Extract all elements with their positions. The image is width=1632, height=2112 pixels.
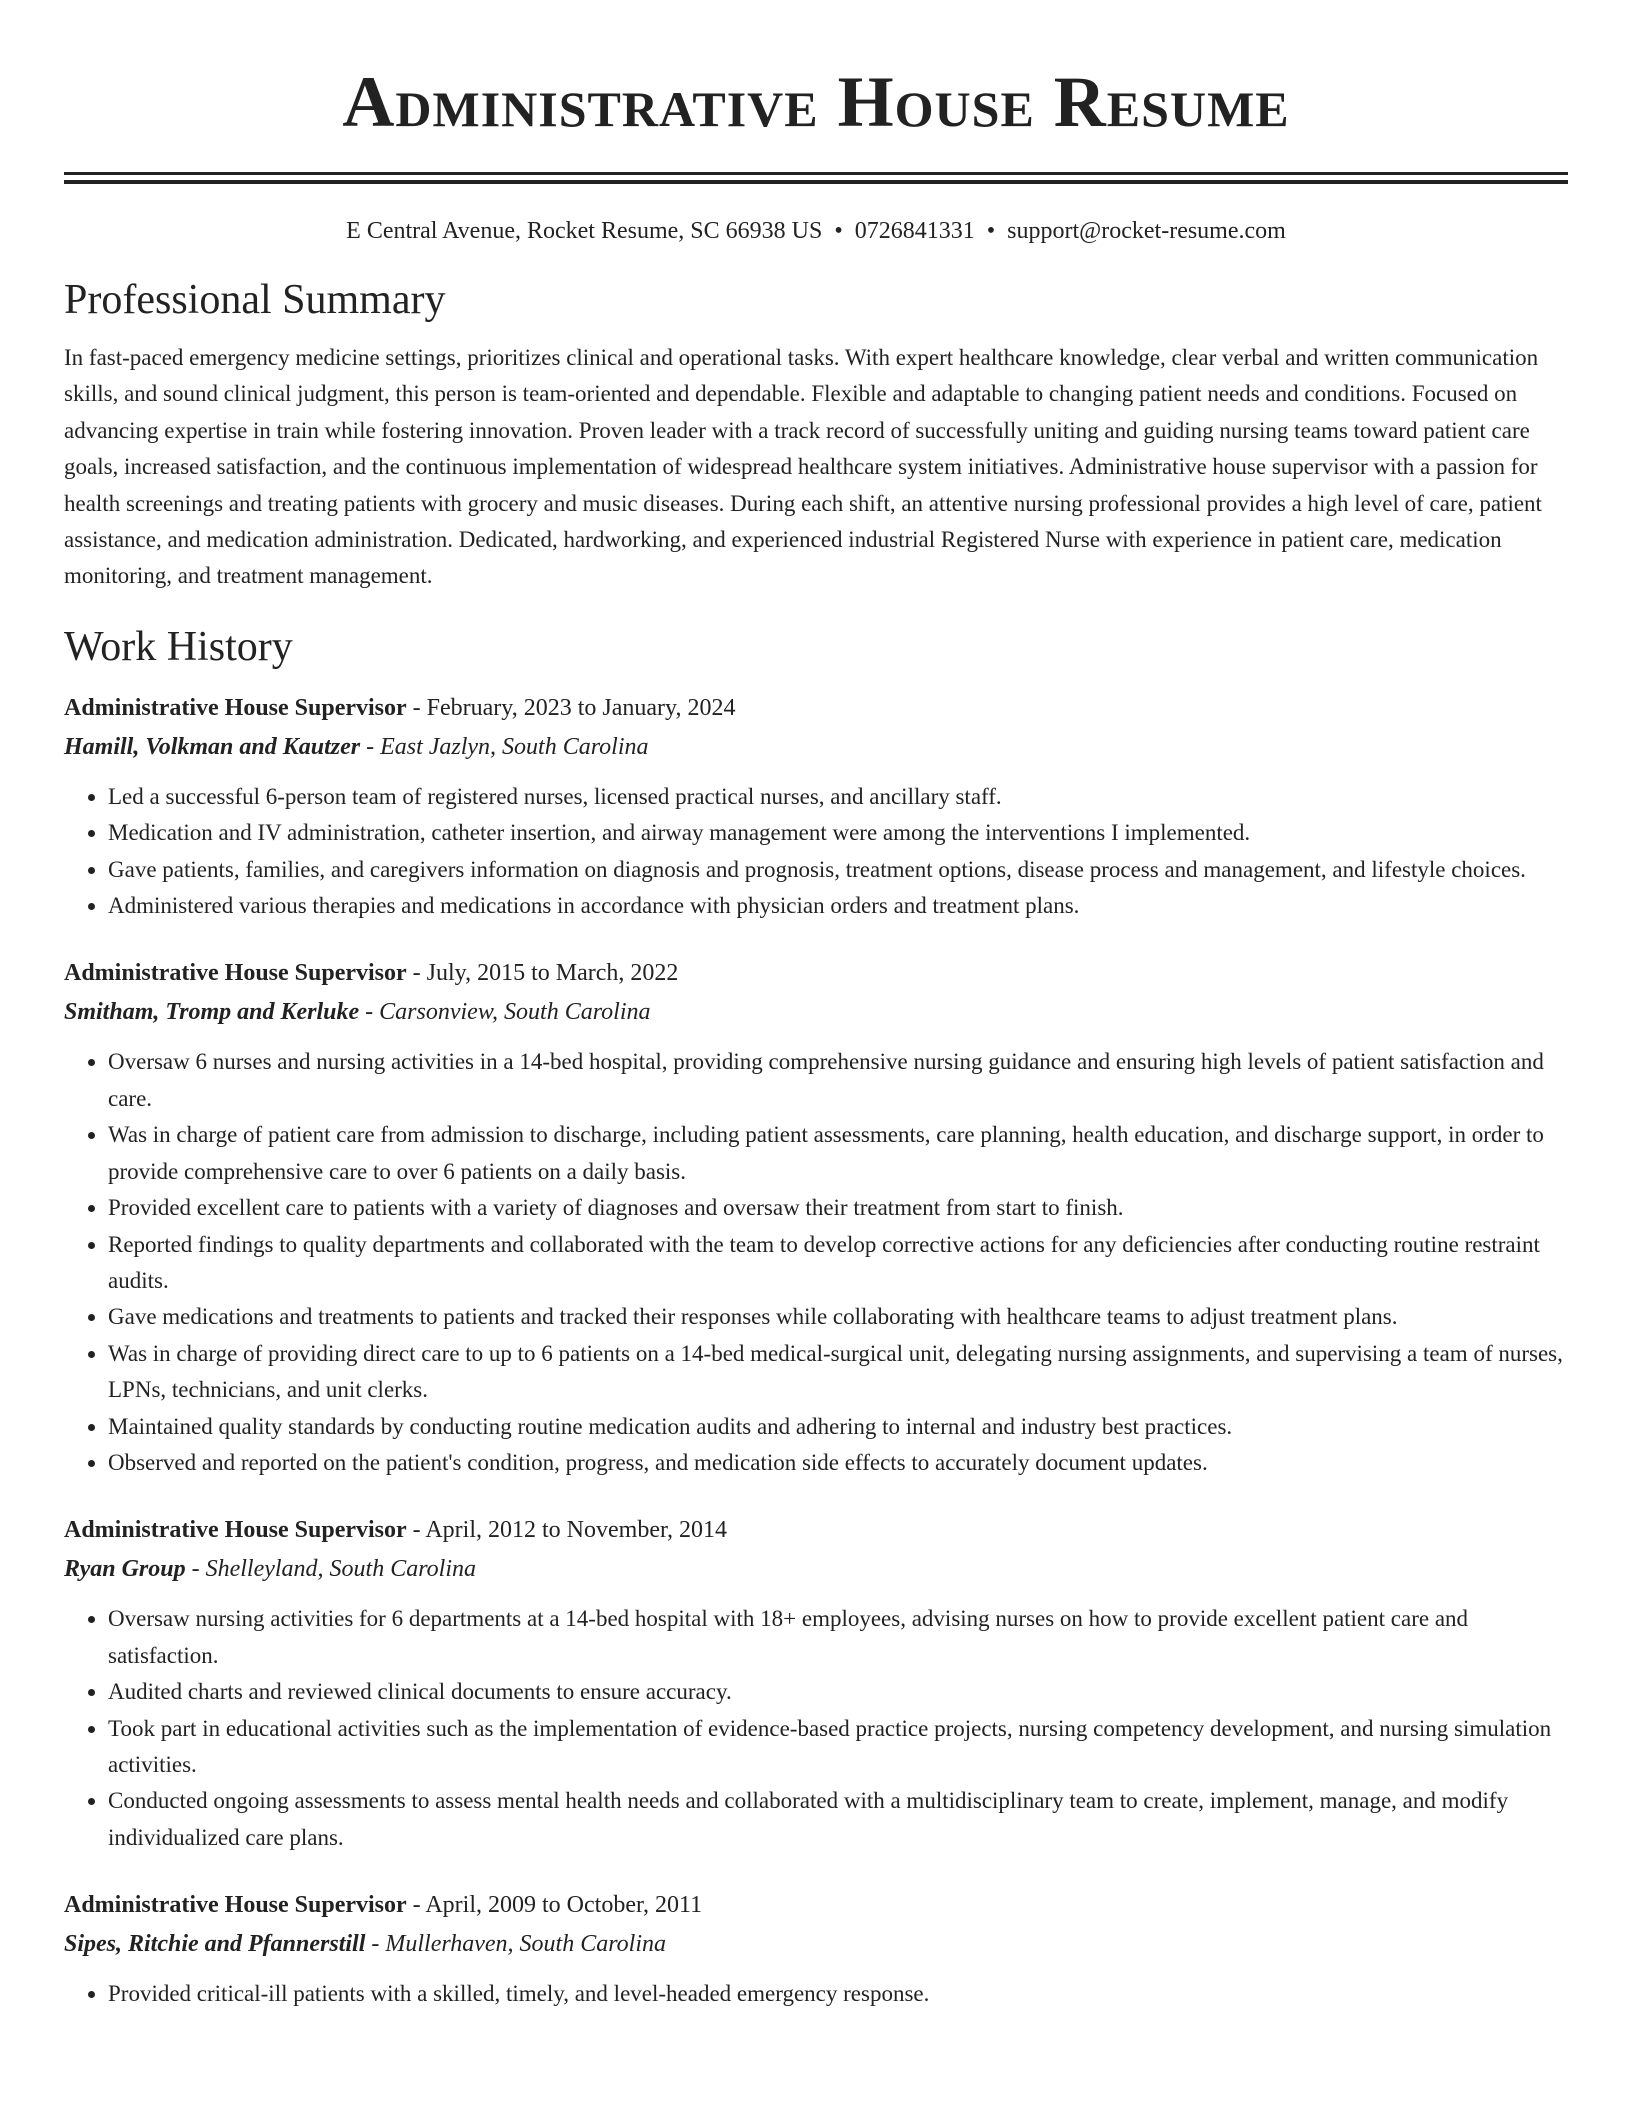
job-employer: [64, 993, 1568, 1032]
contact-email: support@rocket-resume.com: [1007, 218, 1286, 244]
job-bullet: • Administered various therapies and medications in accordance with physician orders and treatment plans.: [108, 888, 1568, 924]
job-bullets: [64, 1044, 1568, 1481]
job-dates: - April, 2012 to November, 2014: [406, 1517, 728, 1544]
job-header: [64, 689, 1568, 728]
job-bullet: • Gave medications and treatments to patients and tracked their responses while collaborating with healthcare teams to adjust treatment plans.: [108, 1299, 1568, 1335]
work-history-heading: Work History: [64, 623, 293, 670]
job-bullet: • Led a successful 6-person team of registered nurses, licensed practical nurses, and ancillary staff.: [108, 779, 1568, 815]
job-role: Administrative House Supervisor: [64, 694, 407, 721]
job-bullet: • Provided critical-ill patients with a skilled, timely, and level-headed emergency response.: [108, 1976, 1568, 2012]
job-dates: - February, 2023 to January, 2024: [406, 694, 736, 721]
job-entry: [64, 1511, 1568, 1856]
job-role: Administrative House Supervisor: [64, 960, 407, 987]
job-header: [64, 954, 1568, 993]
resume-title: Administrative House Resume: [342, 62, 1290, 142]
job-bullet: • Conducted ongoing assessments to assess mental health needs and collaborated with a multidisciplinary team to create, implement, manage, and modify individualized care plans.: [108, 1783, 1568, 1856]
job-header: [64, 1886, 1568, 1925]
job-bullet: • Oversaw 6 nurses and nursing activities in a 14-bed hospital, providing comprehensive nursing guidance and ensuring high levels of patient satisfaction and care.: [108, 1044, 1568, 1117]
job-dates: - April, 2009 to October, 2011: [406, 1892, 703, 1919]
job-bullet: • Reported findings to quality departments and collaborated with the team to develop corrective actions for any deficiencies after conducting routine restraint audits.: [108, 1227, 1568, 1300]
contact-separator: •: [834, 218, 843, 244]
job-bullet: • Was in charge of providing direct care to up to 6 patients on a 14-bed medical-surgical unit, delegating nursing assignments, and supervising a team of nurses, LPNs, technicians, and unit clerks.: [108, 1336, 1568, 1409]
job-bullet: • Was in charge of patient care from admission to discharge, including patient assessments, care planning, health education, and discharge support, in order to provide comprehensive care to over 6 patients on a daily basis.: [108, 1117, 1568, 1190]
job-bullet: • Medication and IV administration, catheter insertion, and airway management were among the interventions I implemented.: [108, 815, 1568, 851]
resume-page: [64, 0, 1568, 2013]
job-header: [64, 1511, 1568, 1550]
title-divider: [64, 172, 1568, 184]
job-role: Administrative House Supervisor: [64, 1892, 407, 1919]
job-entry: [64, 689, 1568, 925]
job-bullet: • Took part in educational activities such as the implementation of evidence-based practice projects, nursing competency development, and nursing simulation activities.: [108, 1711, 1568, 1784]
job-location: - Carsonview, South Carolina: [359, 999, 651, 1026]
contact-separator: •: [986, 218, 996, 244]
job-entry: [64, 954, 1568, 1481]
contact-address: E Central Avenue, Rocket Resume, SC 66938 US: [346, 218, 823, 244]
job-dates: - July, 2015 to March, 2022: [406, 960, 679, 987]
job-bullet: • Gave patients, families, and caregivers information on diagnosis and prognosis, treatment options, disease process and management, and lifestyle choices.: [108, 852, 1568, 888]
job-bullet: • Provided excellent care to patients with a variety of diagnoses and oversaw their treatment from start to finish.: [108, 1190, 1568, 1226]
summary-text: In fast-paced emergency medicine settings, prioritizes clinical and operational tasks. With expert healthcare knowledge, clear verbal and written communication skills, and sound clinical judgment, this person is team-oriented and dependable. Flexible and adaptable to changing patient needs and conditions. Focused on advancing expertise in train while fostering innovation. Proven leader with a track record of successfully uniting and guiding nursing teams toward patient care goals, increased satisfaction, and the continuous implementation of widespread healthcare system initiatives. Administrative house supervisor with a passion for health screenings and treating patients with grocery and music diseases. During each shift, an attentive nursing professional provides a high level of care, patient assistance, and medication administration. Dedicated, hardworking, and experienced industrial Registered Nurse with experience in patient care, medication monitoring, and treatment management.: [64, 345, 1542, 589]
job-employer: [64, 728, 1568, 767]
job-bullets: [64, 1976, 1568, 2012]
job-location: - Shelleyland, South Carolina: [185, 1556, 477, 1583]
job-role: Administrative House Supervisor: [64, 1517, 407, 1544]
job-location: - East Jazlyn, South Carolina: [360, 733, 649, 760]
job-location: - Mullerhaven, South Carolina: [365, 1931, 667, 1958]
job-company: Ryan Group: [64, 1556, 186, 1583]
summary-heading: Professional Summary: [64, 277, 446, 323]
job-bullet: • Maintained quality standards by conducting routine medication audits and adhering to internal and industry best practices.: [108, 1409, 1568, 1445]
job-company: Smitham, Tromp and Kerluke: [64, 999, 360, 1026]
job-bullet: • Oversaw nursing activities for 6 departments at a 14-bed hospital with 18+ employees, advising nurses on how to provide excellent patient care and satisfaction.: [108, 1601, 1568, 1674]
contact-phone: 0726841331: [854, 218, 975, 244]
contact-line: [64, 214, 1568, 248]
job-bullets: [64, 779, 1568, 925]
job-employer: [64, 1550, 1568, 1589]
job-bullets: [64, 1601, 1568, 1856]
job-company: Hamill, Volkman and Kautzer: [64, 733, 361, 760]
job-bullet: • Observed and reported on the patient's condition, progress, and medication side effects to accurately document updates.: [108, 1445, 1568, 1481]
job-employer: [64, 1925, 1568, 1964]
job-entry: [64, 1886, 1568, 2012]
job-company: Sipes, Ritchie and Pfannerstill: [64, 1931, 366, 1958]
job-bullet: • Audited charts and reviewed clinical documents to ensure accuracy.: [108, 1674, 1568, 1710]
